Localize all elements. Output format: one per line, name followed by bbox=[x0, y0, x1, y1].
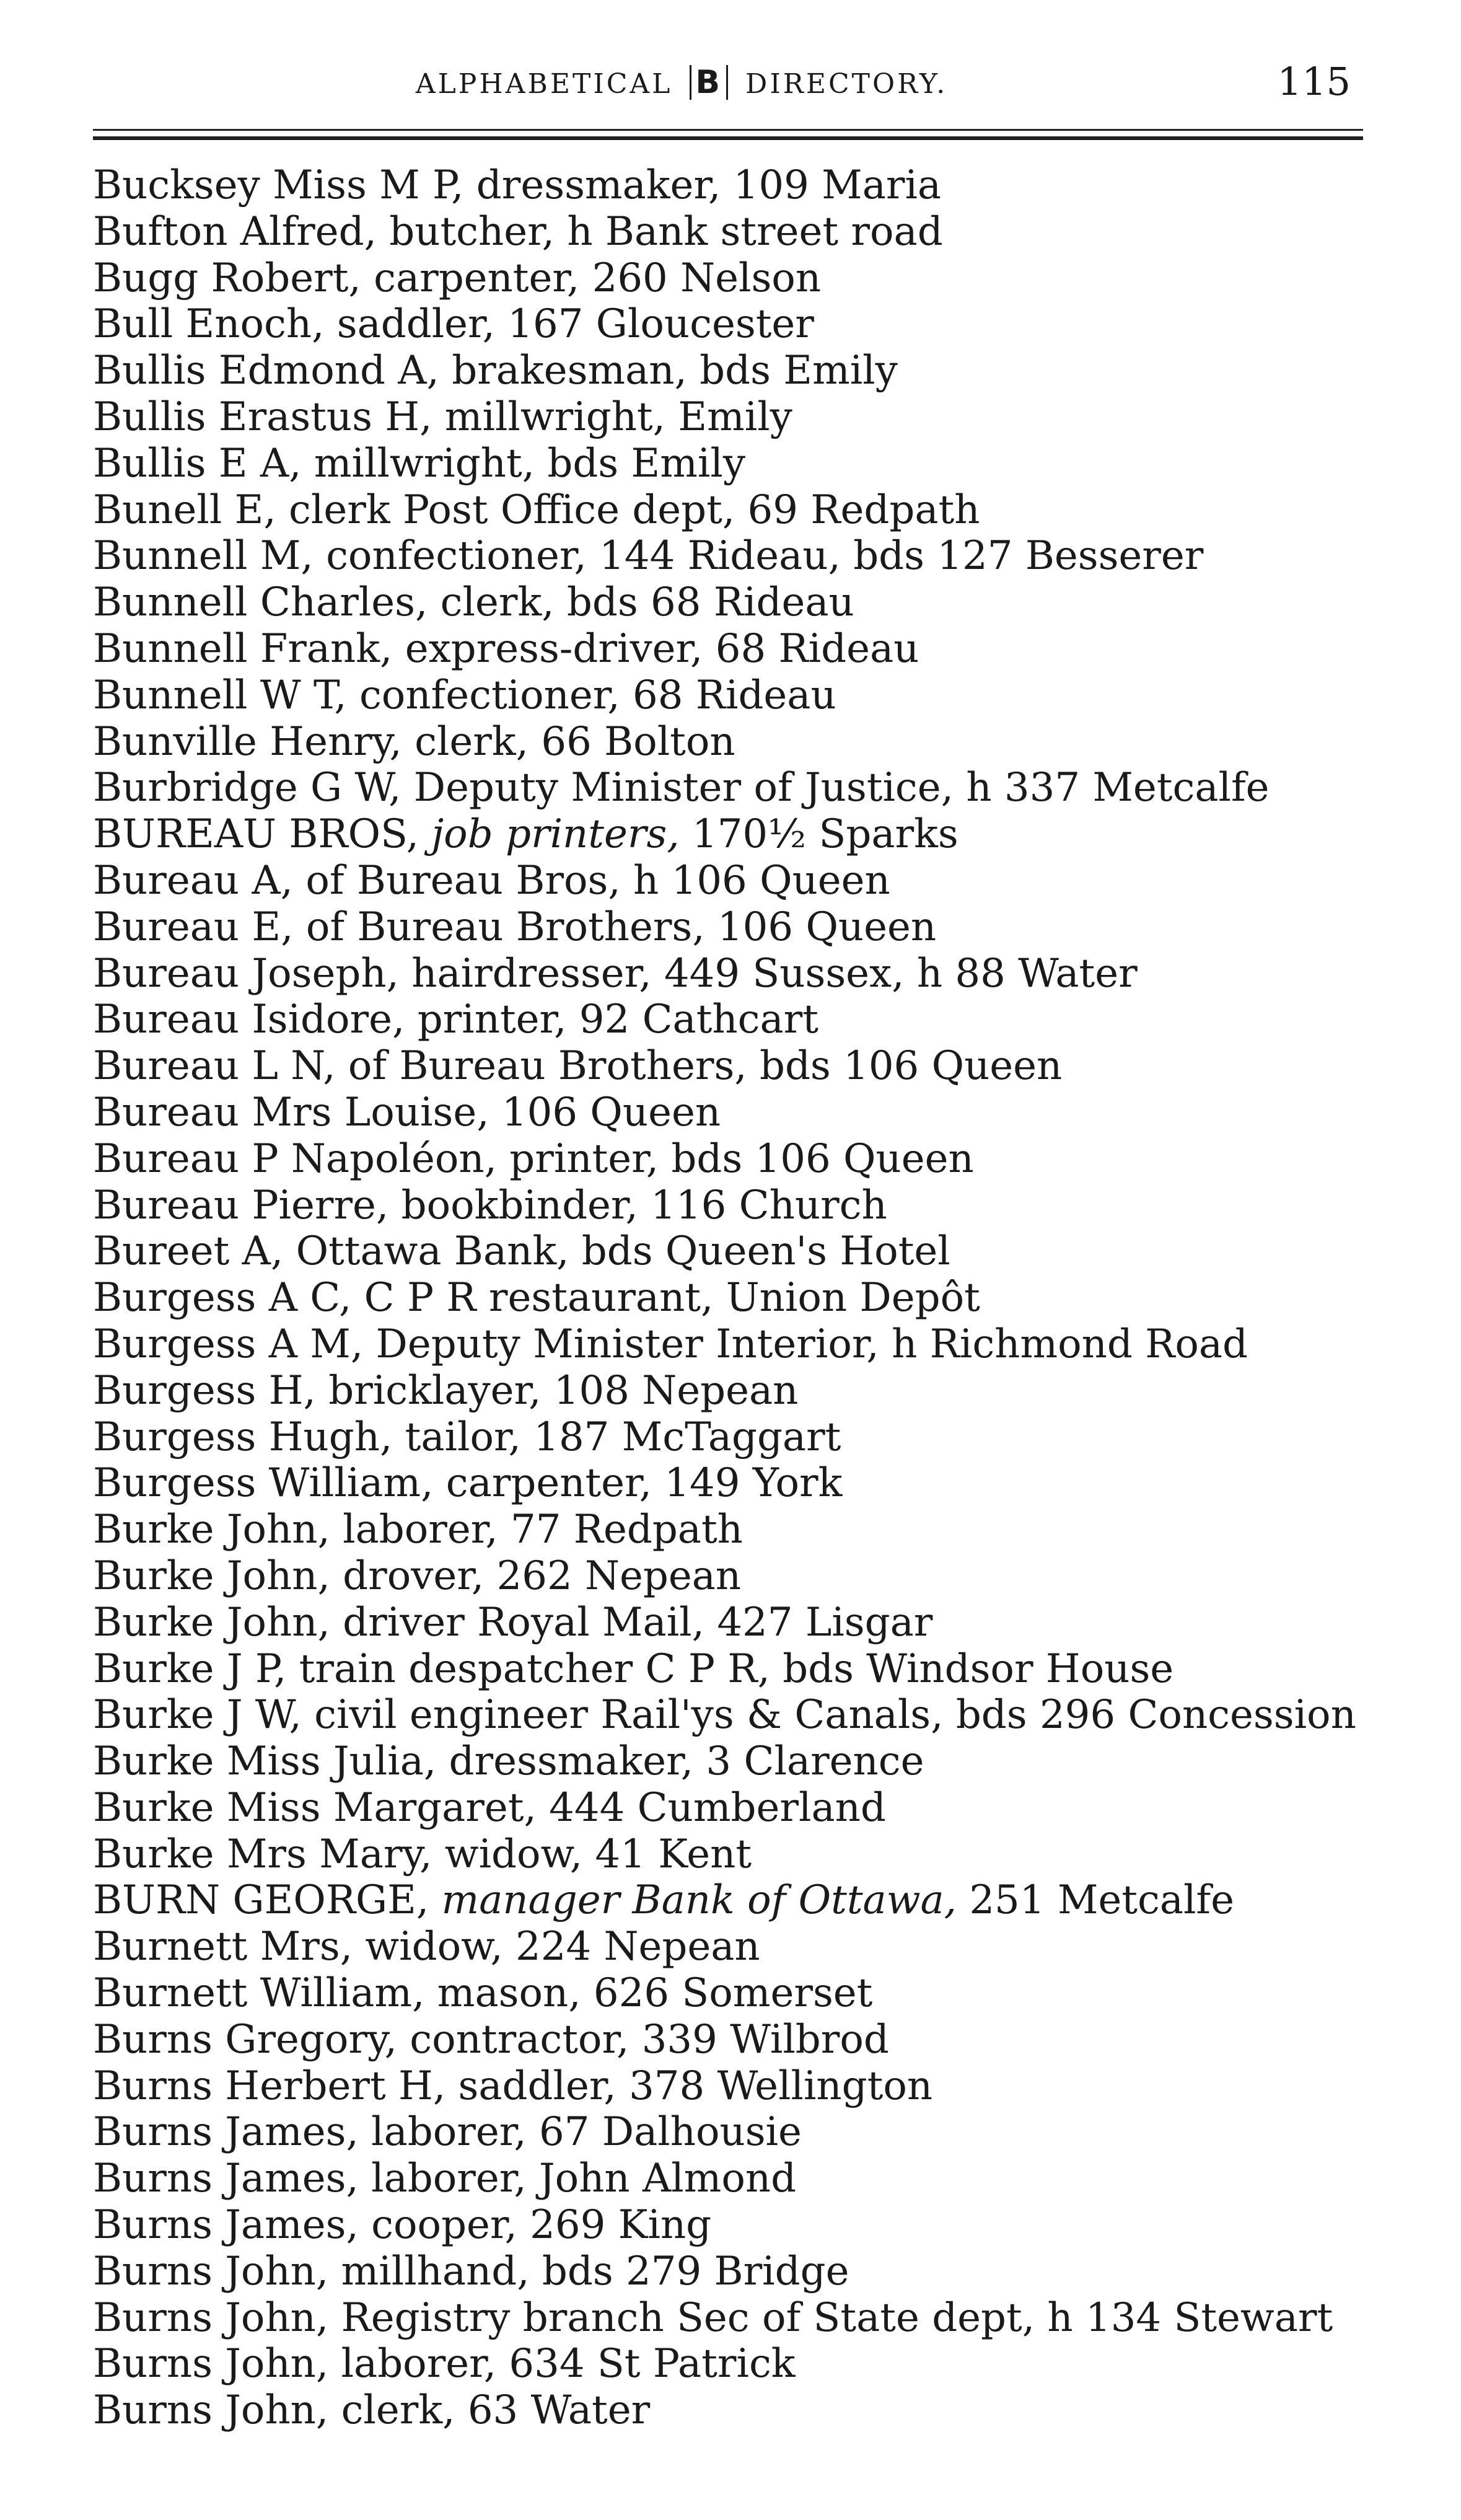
running-title bbox=[93, 65, 1270, 100]
directory-entry: Bunnell M, confectioner, 144 Rideau, bds 127 Besserer bbox=[93, 533, 1204, 579]
directory-entry: Burns Herbert H, saddler, 378 Wellington bbox=[93, 2063, 933, 2109]
directory-entry: Bureau Isidore, printer, 92 Cathcart bbox=[93, 997, 818, 1043]
directory-entry: Burns John, laborer, 634 St Patrick bbox=[93, 2341, 796, 2387]
directory-entry: Bureau L N, of Bureau Brothers, bds 106 Queen bbox=[93, 1043, 1063, 1090]
directory-entry bbox=[93, 1877, 1382, 1924]
directory-entry: Bureau Joseph, hairdresser, 449 Sussex, h 88 Water bbox=[93, 950, 1138, 997]
directory-entry: Burns James, laborer, John Almond bbox=[93, 2156, 797, 2202]
directory-entry: Burgess William, carpenter, 149 York bbox=[93, 1460, 843, 1507]
directory-entry: Bunville Henry, clerk, 66 Bolton bbox=[93, 718, 735, 765]
directory-entry: Burke John, laborer, 77 Redpath bbox=[93, 1507, 743, 1553]
directory-entry: Bullis E A, millwright, bds Emily bbox=[93, 440, 745, 487]
directory-entry: Burbridge G W, Deputy Minister of Justice, h 337 Metcalfe bbox=[93, 765, 1270, 811]
header-rule-thick bbox=[93, 136, 1363, 140]
directory-entry: Burke Miss Margaret, 444 Cumberland bbox=[93, 1784, 886, 1831]
directory-entry: Burke John, driver Royal Mail, 427 Lisgar bbox=[93, 1599, 933, 1645]
directory-entry: Burnett William, mason, 626 Somerset bbox=[93, 1970, 873, 2017]
entry-name: BUREAU BROS, bbox=[93, 811, 432, 858]
directory-entry: Burgess H, bricklayer, 108 Nepean bbox=[93, 1367, 799, 1414]
directory-entry: Bureau Pierre, bookbinder, 116 Church bbox=[93, 1182, 887, 1228]
entry-occupation: job printers, bbox=[431, 811, 680, 858]
directory-entry: Bugg Robert, carpenter, 260 Nelson bbox=[93, 255, 822, 301]
directory-entry: Burgess A M, Deputy Minister Interior, h Richmond Road bbox=[93, 1321, 1248, 1367]
directory-entry: Burke Mrs Mary, widow, 41 Kent bbox=[93, 1831, 752, 1877]
directory-entry: Burns John, millhand, bds 279 Bridge bbox=[93, 2248, 849, 2294]
directory-entries bbox=[93, 162, 1382, 2434]
directory-entry: Bureau A, of Bureau Bros, h 106 Queen bbox=[93, 857, 890, 904]
directory-entry: Bullis Erastus H, millwright, Emily bbox=[93, 394, 792, 440]
directory-entry bbox=[93, 811, 1382, 858]
entry-address: 251 Metcalfe bbox=[956, 1877, 1234, 1924]
directory-entry: Bunnell Frank, express-driver, 68 Rideau bbox=[93, 625, 919, 672]
page-number: 115 bbox=[1277, 59, 1351, 104]
directory-entry: Bureau E, of Bureau Brothers, 106 Queen bbox=[93, 904, 937, 950]
directory-entry: Burns James, laborer, 67 Dalhousie bbox=[93, 2109, 802, 2156]
directory-entry: Bullis Edmond A, brakesman, bds Emily bbox=[93, 348, 898, 394]
directory-entry: Bucksey Miss M P, dressmaker, 109 Maria bbox=[93, 162, 942, 208]
directory-entry: Burke John, drover, 262 Nepean bbox=[93, 1553, 742, 1599]
directory-entry: Burke J P, train despatcher C P R, bds Windsor House bbox=[93, 1645, 1174, 1692]
directory-entry: Burns James, cooper, 269 King bbox=[93, 2202, 712, 2249]
section-letter: B bbox=[690, 65, 728, 100]
directory-entry: Burke J W, civil engineer Rail'ys & Canals, bds 296 Concession bbox=[93, 1692, 1356, 1738]
directory-entry: Bufton Alfred, butcher, h Bank street road bbox=[93, 208, 943, 255]
directory-entry: Burns John, clerk, 63 Water bbox=[93, 2387, 651, 2434]
directory-entry: Burns John, Registry branch Sec of State dept, h 134 Stewart bbox=[93, 2294, 1333, 2341]
entry-occupation: manager Bank of Ottawa, bbox=[441, 1877, 957, 1924]
directory-entry: Burns Gregory, contractor, 339 Wilbrod bbox=[93, 2016, 889, 2063]
directory-entry: Bureau P Napoléon, printer, bds 106 Queen bbox=[93, 1135, 974, 1182]
running-title-left: ALPHABETICAL bbox=[415, 68, 673, 100]
directory-entry: Bunnell W T, confectioner, 68 Rideau bbox=[93, 672, 836, 718]
running-title-right: DIRECTORY. bbox=[745, 68, 948, 100]
header-rule-thin bbox=[93, 129, 1363, 131]
directory-entry: Bureet A, Ottawa Bank, bds Queen's Hotel bbox=[93, 1228, 950, 1275]
directory-entry: Bunnell Charles, clerk, bds 68 Rideau bbox=[93, 579, 854, 626]
directory-entry: Burke Miss Julia, dressmaker, 3 Clarence bbox=[93, 1738, 924, 1785]
page-header bbox=[93, 59, 1363, 108]
directory-entry: Bunell E, clerk Post Office dept, 69 Redpath bbox=[93, 487, 980, 533]
directory-entry: Bureau Mrs Louise, 106 Queen bbox=[93, 1089, 721, 1135]
entry-address: 170½ Sparks bbox=[679, 811, 959, 858]
directory-entry: Bull Enoch, saddler, 167 Gloucester bbox=[93, 301, 814, 348]
directory-entry: Burnett Mrs, widow, 224 Nepean bbox=[93, 1924, 760, 1970]
entry-name: BURN GEORGE, bbox=[93, 1877, 442, 1924]
directory-entry: Burgess Hugh, tailor, 187 McTaggart bbox=[93, 1414, 841, 1460]
directory-entry: Burgess A C, C P R restaurant, Union Depôt bbox=[93, 1275, 980, 1321]
